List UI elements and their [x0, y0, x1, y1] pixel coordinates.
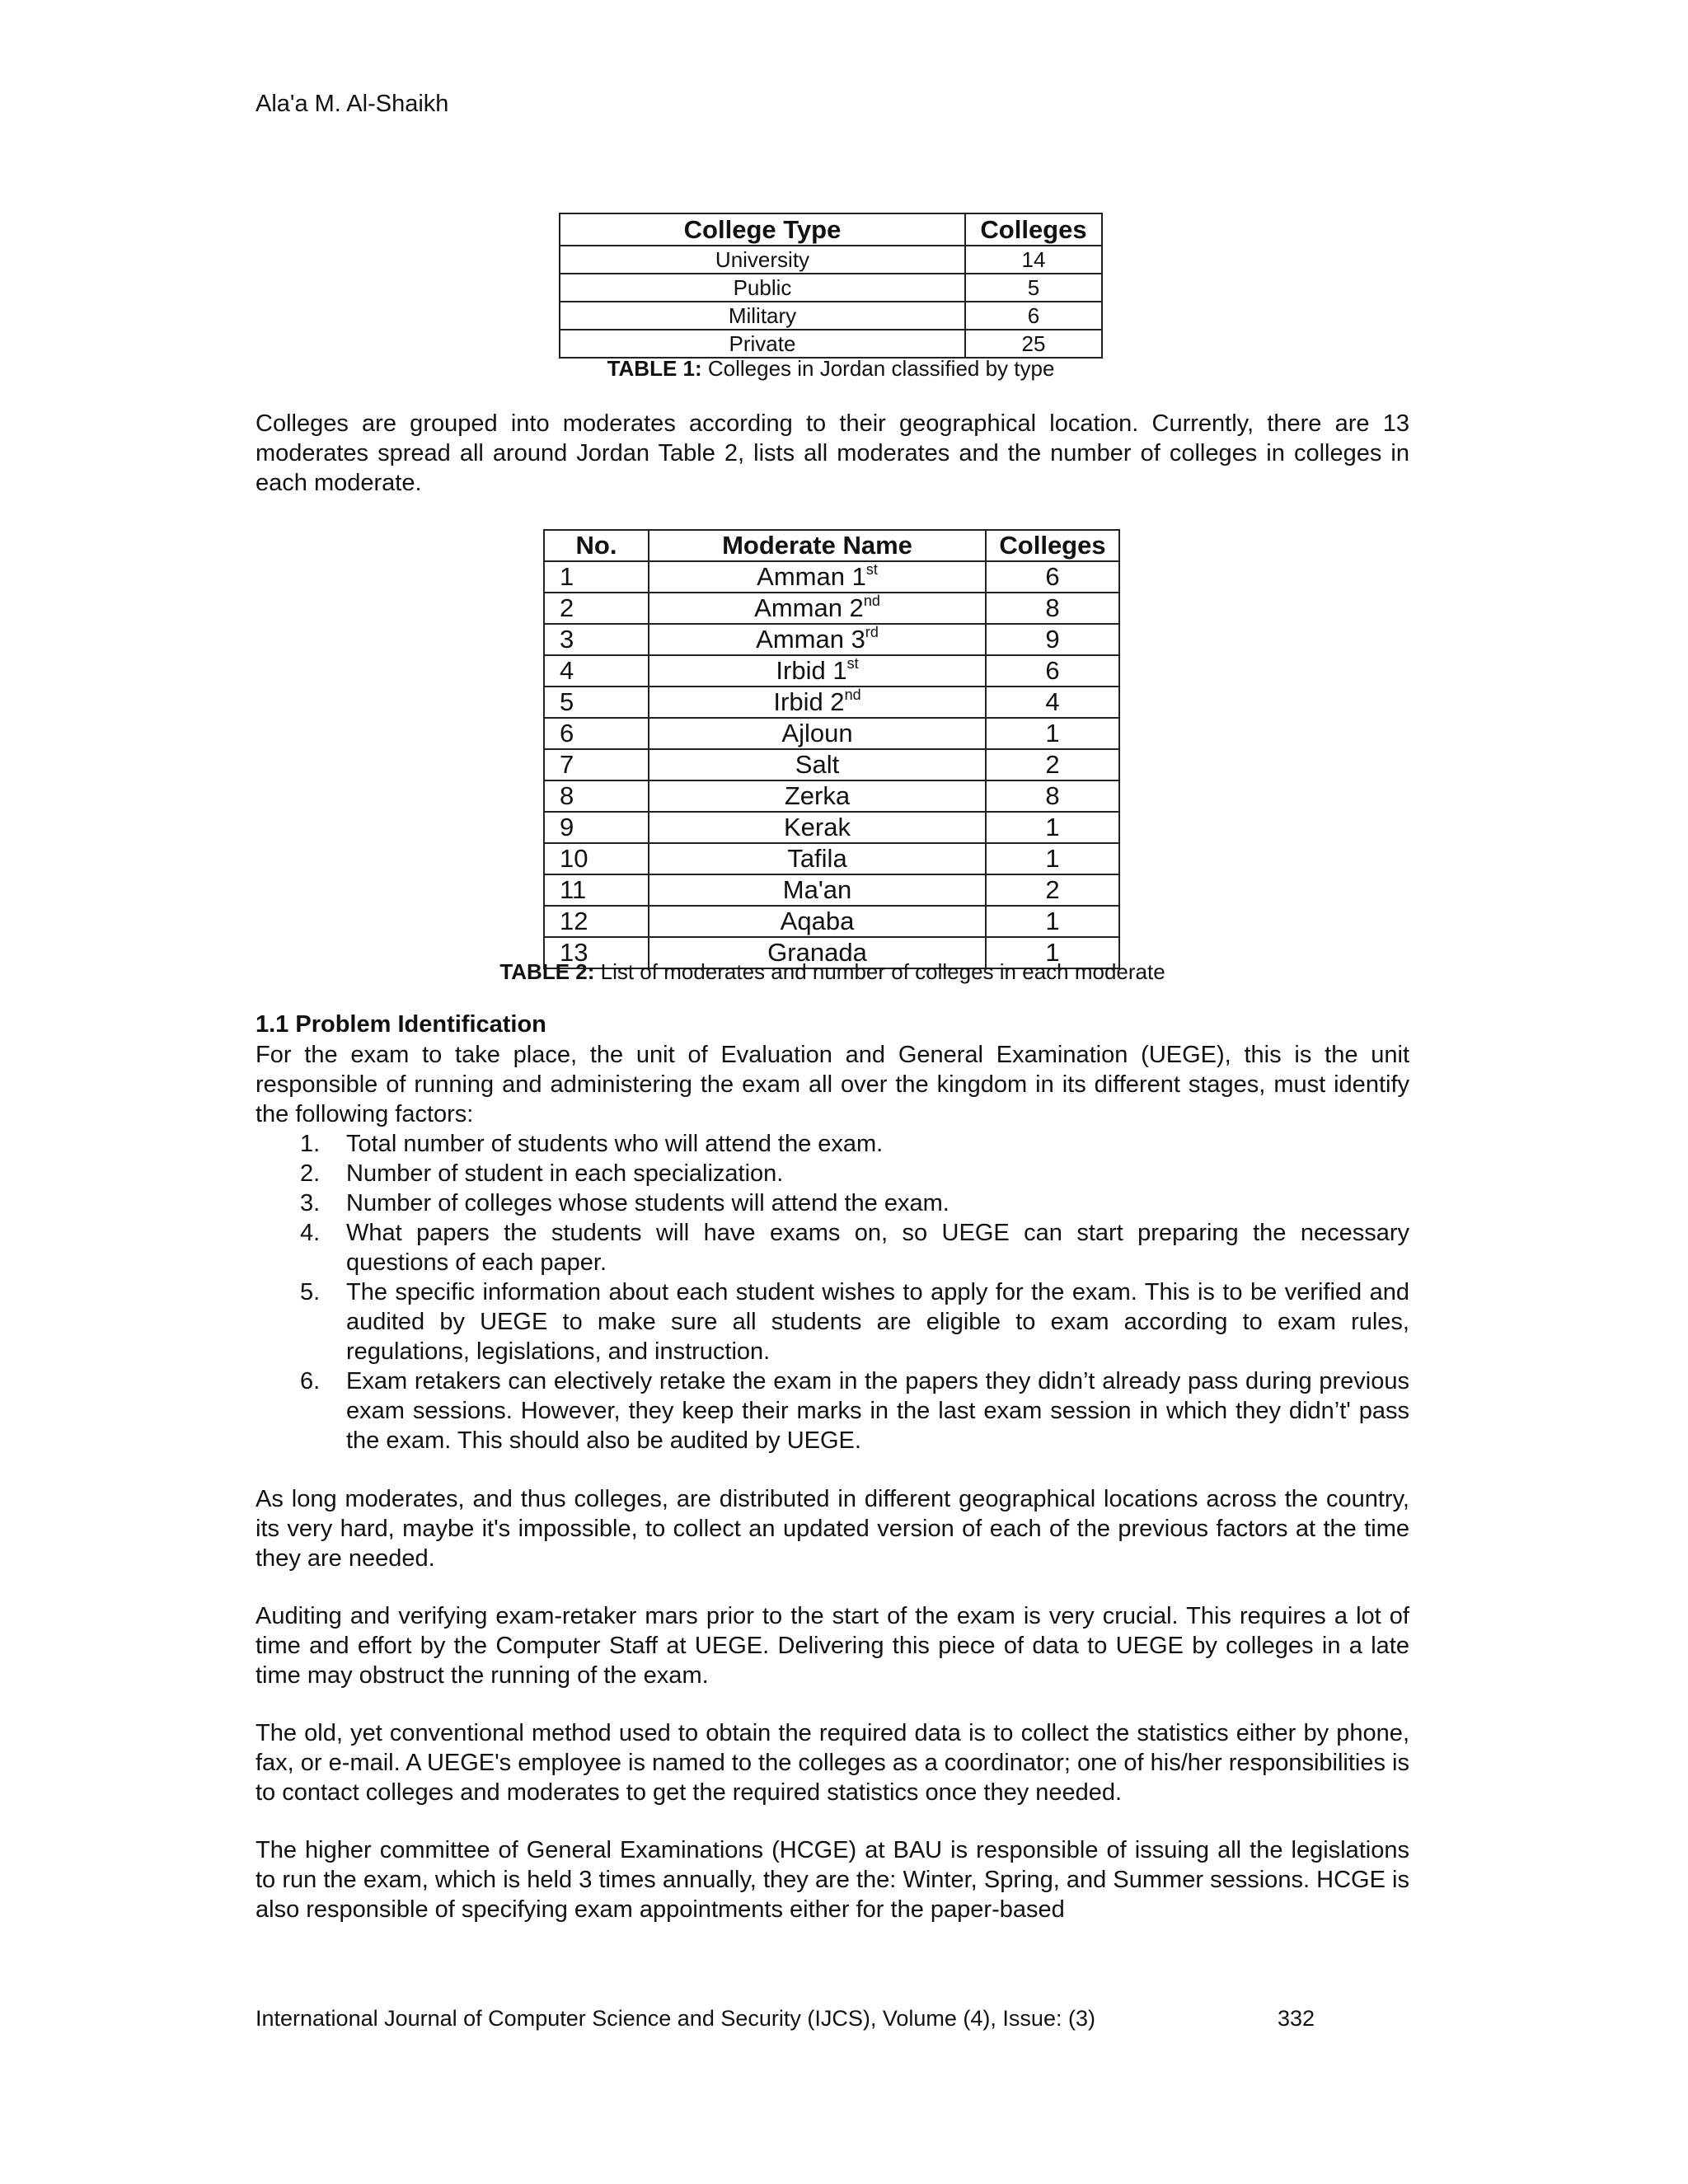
cell-no: 12 — [544, 906, 649, 937]
cell-colleges: 6 — [986, 561, 1119, 593]
list-item-number: 3. — [300, 1190, 321, 1216]
table1-caption — [559, 356, 1103, 382]
column-header-no: No. — [544, 530, 649, 561]
list-item-number: 2. — [300, 1160, 321, 1187]
cell-moderate-name — [649, 874, 986, 906]
body-paragraph: The old, yet conventional method used to obtain the required data is to collect the statistics either by phone, fax, or e-mail. A UEGE's employee is named to the colleges as a coordinator; one of his/her responsibilities is to contact colleges and moderates to get the required statistics once they needed. — [256, 1720, 1409, 1806]
intro-paragraph: Colleges are grouped into moderates according to their geographical location. Currently, there are 13 moderates spread all around Jordan Table 2, lists all moderates and the number of colleges in colleges in each moderate. — [256, 410, 1409, 496]
list-item-text: Number of colleges whose students will attend the exam. — [346, 1190, 950, 1216]
cell-no: 7 — [544, 749, 649, 780]
cell-no: 9 — [544, 812, 649, 843]
cell-colleges: 8 — [986, 593, 1119, 624]
cell-college-type: University — [560, 246, 965, 274]
moderate-name-text: Kerak — [784, 813, 851, 841]
list-item — [300, 1218, 1409, 1277]
list-item — [300, 1188, 1409, 1218]
cell-college-type: Private — [560, 330, 965, 358]
moderate-name-text: Aqaba — [780, 907, 855, 935]
body-paragraph: The higher committee of General Examinations (HCGE) at BAU is responsible of issuing all the legislations to run the exam, which is held 3 times annually, they are the: Winter, Spring, and Summer sessions. HCGE is also responsible of specifying exam appointments either for the paper-based — [256, 1837, 1409, 1923]
cell-no: 3 — [544, 624, 649, 655]
table-row — [544, 874, 1119, 906]
table-row — [544, 655, 1119, 687]
column-header-moderate-name: Moderate Name — [649, 530, 986, 561]
column-header-college-type: College Type — [560, 213, 965, 246]
moderate-name-text: Tafila — [787, 844, 847, 873]
table2-caption — [412, 959, 1253, 985]
list-item-number: 5. — [300, 1279, 321, 1305]
table-row — [544, 561, 1119, 593]
running-header-author: Ala'a M. Al-Shaikh — [256, 91, 449, 117]
table-header-row — [560, 213, 1102, 246]
moderates-table-body — [544, 561, 1119, 968]
ordinal-suffix: nd — [844, 687, 861, 703]
table-row — [544, 749, 1119, 780]
body-paragraph: Auditing and verifying exam-retaker mars prior to the start of the exam is very crucial. This requires a lot of time and effort by the Computer Staff at UEGE. Delivering this piece of data to UEGE by colleges in a late time may obstruct the running of the exam. — [256, 1603, 1409, 1689]
list-item-text: Number of student in each specialization. — [346, 1160, 784, 1187]
cell-colleges: 2 — [986, 749, 1119, 780]
list-item-number: 6. — [300, 1368, 321, 1394]
cell-colleges: 6 — [965, 302, 1102, 330]
cell-colleges: 1 — [986, 937, 1119, 968]
moderate-name-text: Irbid 2 — [773, 687, 845, 716]
list-item — [300, 1159, 1409, 1188]
cell-moderate-name — [649, 812, 986, 843]
list-item-text: Total number of students who will attend the exam. — [346, 1131, 884, 1157]
cell-no: 5 — [544, 687, 649, 718]
cell-no: 6 — [544, 718, 649, 749]
table2-caption-label: TABLE 2: — [499, 959, 595, 984]
cell-moderate-name — [649, 780, 986, 812]
cell-no: 11 — [544, 874, 649, 906]
column-header-colleges: Colleges — [986, 530, 1119, 561]
cell-colleges: 6 — [986, 655, 1119, 687]
cell-moderate-name — [649, 687, 986, 718]
cell-colleges: 1 — [986, 718, 1119, 749]
moderate-name-text: Amman 2 — [754, 593, 864, 622]
cell-moderate-name — [649, 624, 986, 655]
list-item-number: 1. — [300, 1131, 321, 1157]
cell-colleges: 1 — [986, 843, 1119, 874]
cell-no: 13 — [544, 937, 649, 968]
table-row — [544, 718, 1119, 749]
ordinal-suffix: nd — [863, 593, 880, 609]
table-row — [544, 593, 1119, 624]
table1-caption-label: TABLE 1: — [607, 356, 702, 381]
list-item — [300, 1129, 1409, 1159]
section-heading: 1.1 Problem Identification — [256, 1011, 546, 1038]
moderate-name-text: Zerka — [784, 781, 851, 810]
list-item-text: Exam retakers can electively retake the exam in the papers they didn’t already pass during previous exam sessions. However, they keep their marks in the last exam session in which they didn’t' pass the exam. This should also be audited by UEGE. — [346, 1368, 1409, 1454]
college-type-table — [559, 213, 1103, 359]
column-header-colleges: Colleges — [965, 213, 1102, 246]
moderate-name-text: Amman 3 — [756, 625, 865, 654]
cell-colleges: 25 — [965, 330, 1102, 358]
cell-colleges: 8 — [986, 780, 1119, 812]
list-item — [300, 1277, 1409, 1366]
cell-colleges: 14 — [965, 246, 1102, 274]
cell-colleges: 5 — [965, 274, 1102, 302]
table-row — [544, 687, 1119, 718]
table-row — [544, 843, 1119, 874]
table-row — [560, 246, 1102, 274]
cell-colleges: 9 — [986, 624, 1119, 655]
list-item-number: 4. — [300, 1220, 321, 1246]
table-row — [560, 274, 1102, 302]
moderate-name-text: Amman 1 — [757, 562, 866, 591]
table-header-row — [544, 530, 1119, 561]
moderate-name-text: Granada — [767, 938, 867, 967]
table1-caption-text: Colleges in Jordan classified by type — [701, 356, 1055, 381]
cell-no: 1 — [544, 561, 649, 593]
moderate-name-text: Ma'an — [782, 875, 852, 904]
cell-college-type: Military — [560, 302, 965, 330]
cell-no: 10 — [544, 843, 649, 874]
moderates-table — [543, 529, 1120, 969]
moderate-name-text: Ajloun — [781, 719, 853, 748]
factors-list — [300, 1129, 1409, 1455]
cell-moderate-name — [649, 906, 986, 937]
cell-moderate-name — [649, 593, 986, 624]
cell-college-type: Public — [560, 274, 965, 302]
list-item-text: The specific information about each student wishes to apply for the exam. This is to be verified and audited by UEGE to make sure all students are eligible to exam according to exam rules, regulations, legislations, and instruction. — [346, 1279, 1409, 1365]
table-row — [544, 624, 1119, 655]
cell-colleges: 4 — [986, 687, 1119, 718]
footer-journal: International Journal of Computer Science and Security (IJCS), Volume (4), Issue: (3) — [256, 2006, 1095, 2031]
table-row — [544, 812, 1119, 843]
cell-moderate-name — [649, 749, 986, 780]
list-item — [300, 1366, 1409, 1455]
moderate-name-text: Irbid 1 — [776, 656, 847, 685]
section-intro-paragraph: For the exam to take place, the unit of Evaluation and General Examination (UEGE), this is the unit responsible of running and administering the exam all over the kingdom in its different stages, must identify the following factors: — [256, 1042, 1409, 1127]
cell-no: 8 — [544, 780, 649, 812]
table-row — [544, 906, 1119, 937]
cell-colleges: 1 — [986, 906, 1119, 937]
ordinal-suffix: st — [865, 561, 878, 578]
table-row — [544, 780, 1119, 812]
cell-colleges: 1 — [986, 812, 1119, 843]
table-row — [560, 330, 1102, 358]
moderate-name-text: Salt — [795, 750, 840, 779]
body-paragraph: As long moderates, and thus colleges, are distributed in different geographical locations across the country, its very hard, maybe it's impossible, to collect an updated version of each of the previous factors at the time they are needed. — [256, 1486, 1409, 1572]
table-row — [560, 302, 1102, 330]
cell-no: 4 — [544, 655, 649, 687]
ordinal-suffix: rd — [865, 624, 879, 640]
table2-caption-text: List of moderates and number of colleges in each moderate — [594, 959, 1165, 984]
cell-colleges: 2 — [986, 874, 1119, 906]
cell-moderate-name — [649, 718, 986, 749]
ordinal-suffix: st — [846, 655, 859, 672]
list-item-text: What papers the students will have exams on, so UEGE can start preparing the necessary questions of each paper. — [346, 1220, 1409, 1276]
page-number: 332 — [1278, 2006, 1315, 2031]
cell-moderate-name — [649, 655, 986, 687]
cell-no: 2 — [544, 593, 649, 624]
cell-moderate-name — [649, 561, 986, 593]
cell-moderate-name — [649, 843, 986, 874]
